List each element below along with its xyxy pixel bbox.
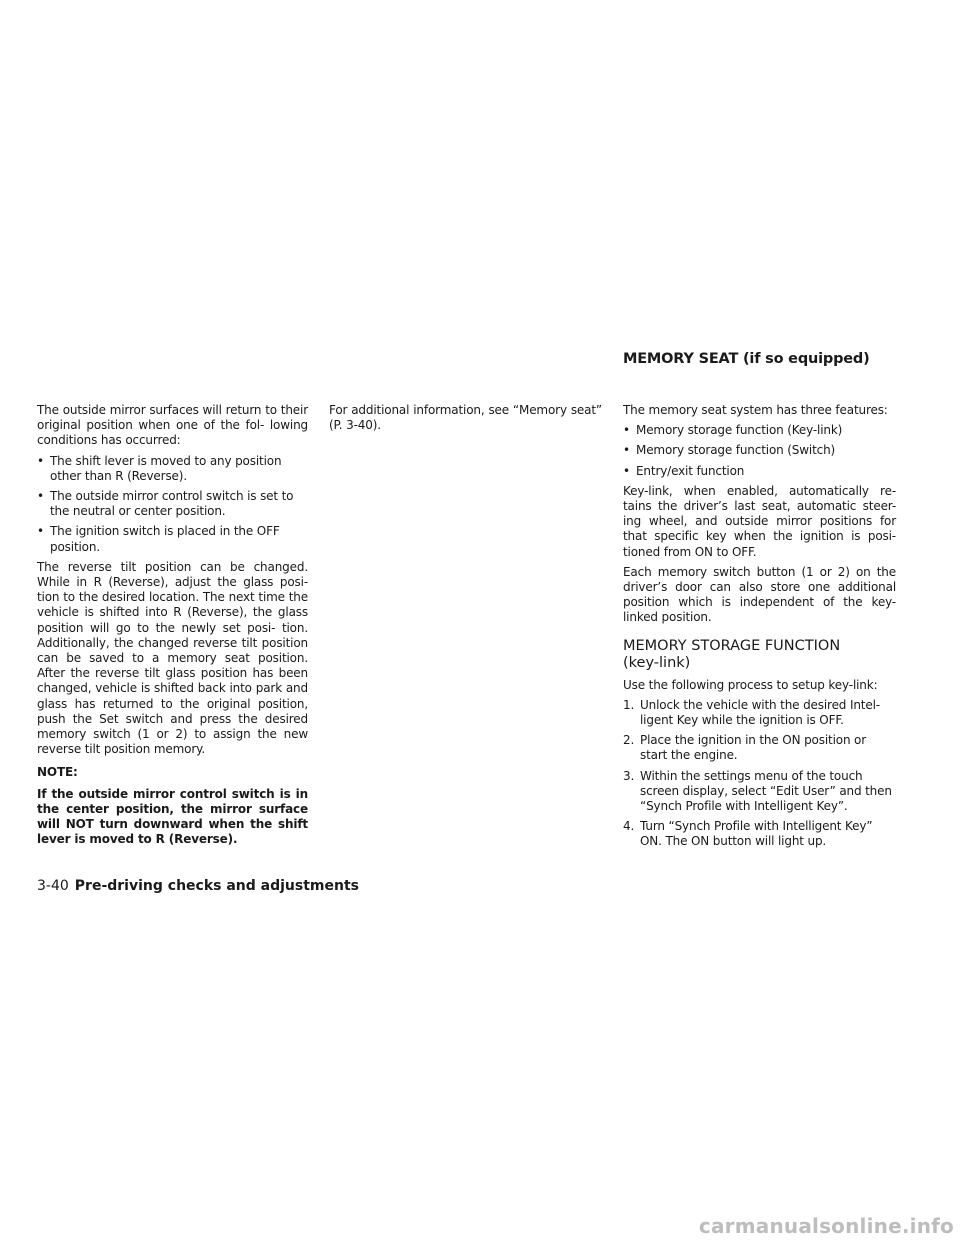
step-text: Within the settings menu of the touch screen display, select “Edit User” and then “Synch Profile with Intelligent Key”. [640, 768, 892, 814]
chapter-title: Pre-driving checks and adjustments [74, 878, 359, 894]
step-number: 1. [623, 697, 635, 712]
step-number: 4. [623, 819, 635, 834]
list-item [623, 698, 896, 728]
note-label: NOTE: [37, 765, 78, 780]
list-item: • Memory storage function (Switch) [623, 443, 896, 458]
key-link-paragraph: Key-link, when enabled, automatically re- tains the driver’s last seat, automatic steer- ing wheel, and outside mirror positions for that specific key when the ignition is posi- tioned from ON to OFF. [623, 483, 896, 559]
subheading-line-1: MEMORY STORAGE FUNCTION [623, 637, 841, 654]
watermark: carmanualsonline.info [698, 1214, 954, 1238]
note-text: If the outside mirror control switch is in the center position, the mirror surface will NOT turn downward when the shift lever is moved to R (Reverse). [37, 786, 308, 847]
column-right [623, 403, 896, 855]
mirror-return-intro: The outside mirror surfaces will return to their original position when one of the fol- lowing conditions has occurred: [37, 403, 308, 448]
setup-intro: Use the following process to setup key-link: [623, 677, 878, 692]
memory-seat-intro: The memory seat system has three features: [623, 403, 888, 417]
section-title: MEMORY SEAT (if so equipped) [623, 351, 870, 367]
memory-seat-features [623, 423, 896, 479]
column-middle [329, 403, 602, 438]
step-text: Turn “Synch Profile with Intelligent Key” ON. The ON button will light up. [640, 819, 873, 849]
step-text: Unlock the vehicle with the desired Intel- ligent Key while the ignition is OFF. [640, 697, 880, 728]
list-item: • Entry/exit function [623, 464, 896, 479]
step-text: Place the ignition in the ON position or start the engine. [640, 733, 867, 763]
reverse-tilt-paragraph: The reverse tilt position can be changed. While in R (Reverse), adjust the glass posi- tion to the desired location. The next time the vehicle is shifted into R (Reverse), the glass position will go to the newly set posi- tion. Additionally, the changed reverse tilt position can be saved to a memory seat position. After the reverse tilt glass position has been changed, vehicle is shifted back into park and glass has returned to the original position, push the Set switch and press the desired memory switch (1 or 2) to assign the new reverse tilt position memory. [37, 559, 308, 757]
setup-steps [623, 698, 896, 850]
list-item: • The ignition switch is placed in the OFF position. [37, 524, 308, 554]
cross-reference-paragraph: For additional information, see “Memory seat” (P. 3-40). [329, 403, 602, 433]
list-item: • The shift lever is moved to any position other than R (Reverse). [37, 454, 308, 484]
list-item: • Memory storage function (Key-link) [623, 423, 896, 438]
memory-switch-paragraph: Each memory switch button (1 or 2) on the driver’s door can also store one additional position which is independent of the key- linked position. [623, 564, 896, 625]
list-item [623, 819, 896, 849]
page-footer [37, 878, 359, 894]
subheading-line-2: (key-link) [623, 654, 691, 671]
list-item: • The outside mirror control switch is set to the neutral or center position. [37, 489, 308, 519]
subheading-memory-storage [623, 638, 896, 672]
step-number: 3. [623, 768, 635, 783]
column-left [37, 403, 308, 852]
page-number: 3-40 [37, 878, 69, 894]
list-item [623, 733, 896, 763]
list-item [623, 769, 896, 815]
step-number: 2. [623, 733, 635, 748]
mirror-return-conditions [37, 454, 308, 555]
